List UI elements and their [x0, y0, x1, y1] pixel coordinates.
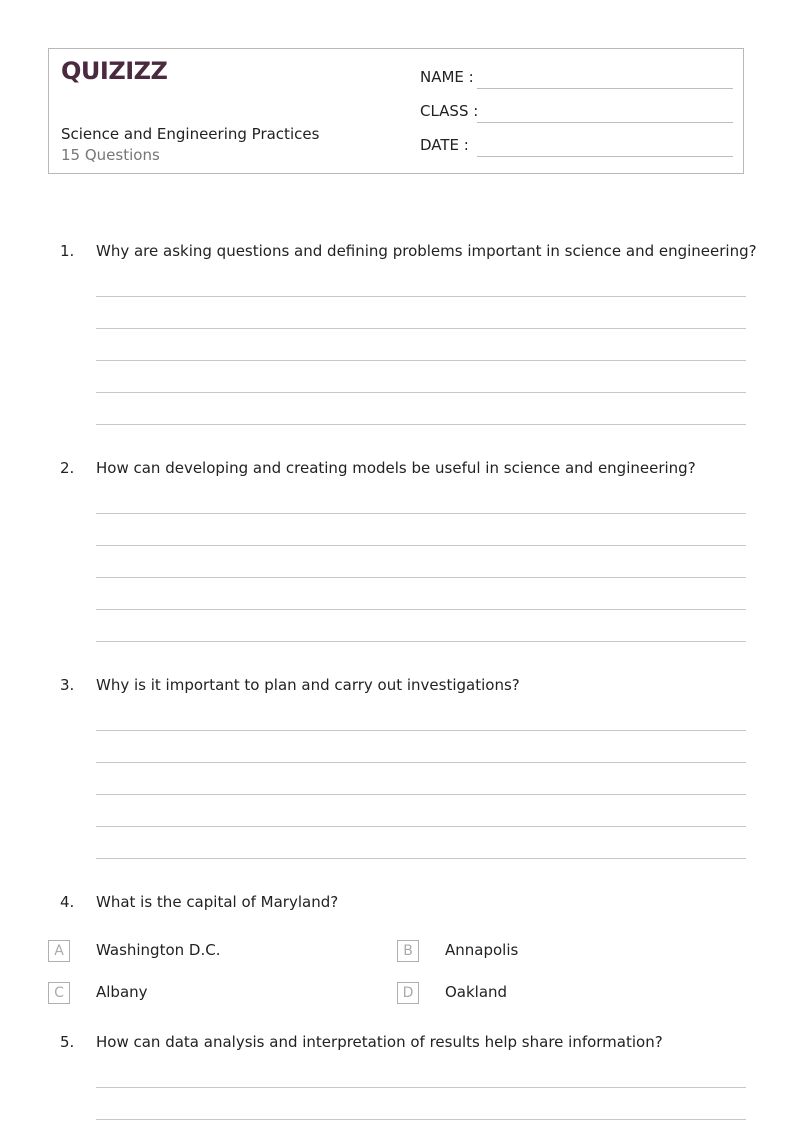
answer-line[interactable] — [96, 794, 746, 795]
option-letter-box[interactable]: D — [397, 982, 419, 1004]
answer-line[interactable] — [96, 392, 746, 393]
worksheet-title: Science and Engineering Practices — [61, 125, 320, 143]
answer-line[interactable] — [96, 858, 746, 859]
answer-line[interactable] — [96, 360, 746, 361]
answer-line[interactable] — [96, 513, 746, 514]
question-text: Why is it important to plan and carry out investigations? — [96, 676, 520, 694]
option-text: Annapolis — [445, 941, 519, 959]
question-number: 5. — [60, 1033, 75, 1051]
option-b[interactable] — [397, 940, 697, 966]
answer-line[interactable] — [96, 1087, 746, 1088]
question-number: 1. — [60, 242, 75, 260]
worksheet-header — [48, 48, 744, 174]
option-letter-box[interactable]: A — [48, 940, 70, 962]
answer-line[interactable] — [96, 762, 746, 763]
answer-line[interactable] — [96, 1119, 746, 1120]
answer-line[interactable] — [96, 328, 746, 329]
class-line[interactable] — [477, 122, 733, 123]
question-text: Why are asking questions and defining problems important in science and engineering? — [96, 242, 757, 260]
option-a[interactable] — [48, 940, 348, 966]
question-text: What is the capital of Maryland? — [96, 893, 339, 911]
option-text: Albany — [96, 983, 148, 1001]
answer-line[interactable] — [96, 826, 746, 827]
name-label: NAME : — [420, 68, 474, 86]
option-c[interactable] — [48, 982, 348, 1008]
date-line[interactable] — [477, 156, 733, 157]
answer-line[interactable] — [96, 424, 746, 425]
answer-line[interactable] — [96, 577, 746, 578]
option-letter-box[interactable]: B — [397, 940, 419, 962]
question-text: How can developing and creating models be useful in science and engineering? — [96, 459, 696, 477]
date-label: DATE : — [420, 136, 469, 154]
answer-line[interactable] — [96, 641, 746, 642]
question-count: 15 Questions — [61, 146, 160, 164]
quizizz-logo: QUIZIZZ — [61, 57, 168, 85]
answer-line[interactable] — [96, 730, 746, 731]
question-number: 2. — [60, 459, 75, 477]
question-number: 3. — [60, 676, 75, 694]
question-text: How can data analysis and interpretation of results help share information? — [96, 1033, 663, 1051]
question-number: 4. — [60, 893, 75, 911]
answer-line[interactable] — [96, 609, 746, 610]
name-line[interactable] — [477, 88, 733, 89]
class-label: CLASS : — [420, 102, 479, 120]
option-letter-box[interactable]: C — [48, 982, 70, 1004]
answer-line[interactable] — [96, 296, 746, 297]
option-text: Oakland — [445, 983, 508, 1001]
option-d[interactable] — [397, 982, 697, 1008]
option-text: Washington D.C. — [96, 941, 221, 959]
answer-line[interactable] — [96, 545, 746, 546]
